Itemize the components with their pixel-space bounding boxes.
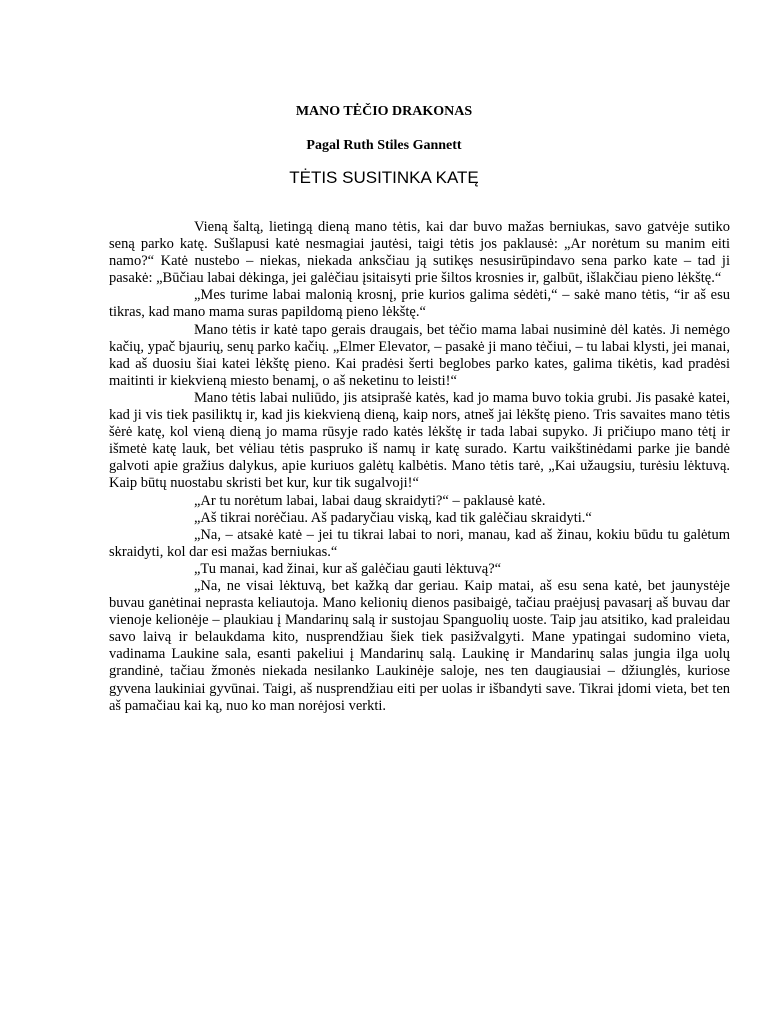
- body-text: [109, 219, 730, 715]
- paragraph: „Ar tu norėtum labai, labai daug skraidyti?“ – paklausė katė.: [194, 492, 546, 509]
- chapter-title: TĖTIS SUSITINKA KATĘ: [289, 168, 479, 187]
- paragraph: Mano tėtis ir katė tapo gerais draugais, bet tėčio mama labai nusiminė dėl katės. Ji nemėgo kačių, ypač bjaurių, senų parko kačių. „Elmer Elevator, – pasakė ji mano tėčiui, – tu labai klysti, jei manai, kad aš duosiu šiai katei lėkštę pieno. Kai pradėsi šerti beglobes parko kates, galima tikėtis, kad pradėsi maitinti ir kiekvieną miesto benamį, o aš neketinu to leisti!“: [109, 321, 730, 389]
- paragraph: Mano tėtis labai nuliūdo, jis atsiprašė katės, kad jo mama buvo tokia grubi. Jis pasakė katei, kad ji vis tiek pasiliktų ir, kad jis kiekvieną dieną, kaip nors, atneš jai lėkštę pieno. Tris savaites mano tėtis šėrė katę, kol vieną dieną jo mama rūsyje rado katės lėkštę ir tada labai supyko. Ji pričiupo mano tėtį ir išmetė katę lauk, bet vėliau tėtis paspruko iš namų ir katę surado. Kartu vaikštinėdami parke jie bandė galvoti apie gražius dalykus, apie kuriuos galėtų kalbėtis. Mano tėtis tarė, „Kai užaugsiu, turėsiu lėktuvą. Kaip būtų nuostabu skristi bet kur, kur tik sugalvoji!“: [109, 389, 730, 492]
- paragraph: „Aš tikrai norėčiau. Aš padaryčiau viską, kad tik galėčiau skraidyti.“: [194, 509, 592, 526]
- paragraph: „Mes turime labai malonią krosnį, prie kurios galima sėdėti,“ – sakė mano tėtis, “ir aš esu tikras, kad mano mama suras papildomą pieno lėkštę.“: [109, 287, 730, 321]
- book-title: MANO TĖČIO DRAKONAS: [295, 104, 473, 119]
- paragraph: „Na, – atsakė katė – jei tu tikrai labai to nori, manau, kad aš žinau, kokiu būdu tu galėtum skraidyti, kol dar esi mažas berniukas.“: [109, 526, 730, 560]
- paragraph: „Na, ne visai lėktuvą, bet kažką dar geriau. Kaip matai, aš esu sena katė, bet jaunystėje buvau ganėtinai neprasta keliautoja. Mano kelionių dienos pasibaigė, tačiau praėjusį pavasarį aš buvau dar vienoje kelionėje – plaukiau į Mandarinų salą ir sustojau Spanguolių uoste. Taip jau atsitiko, kad praleidau savo laivą ir belaukdama kito, nusprendžiau šiek tiek pasižvalgyti. Mane ypatingai sudomino vieta, vadinama Laukine sala, esanti pakeliui į Mandarinų salą. Laukinę ir Mandarinų salas jungia ilga uolų grandinė, tačiau žmonės niekada nesilanko Laukinėje saloje, nes ten daugiausiai – džiunglės, kuriose gyvena laukiniai gyvūnai. Taigi, aš nusprendžiau eiti per uolas ir išbandyti save. Tikrai įdomi vieta, bet ten aš pamačiau kai ką, nuo ko man norėjosi verkti.: [109, 577, 730, 714]
- book-subtitle: Pagal Ruth Stiles Gannett: [306, 138, 462, 153]
- paragraph: „Tu manai, kad žinai, kur aš galėčiau gauti lėktuvą?“: [194, 560, 502, 577]
- paragraph: Vieną šaltą, lietingą dieną mano tėtis, kai dar buvo mažas berniukas, savo gatvėje sutiko seną parko katę. Sušlapusi katė nesmagiai jautėsi, taigi tėtis jos paklausė: „Ar norėtum su manim eiti namo?“ Katė nustebo – niekas, niekada anksčiau ją sutikęs nesusirūpindavo sena parko kate – tad ji pasakė: „Būčiau labai dėkinga, jei galėčiau įsitaisyti prie šiltos krosnies ir, galbūt, išlakčiau pieno lėkštę.“: [109, 219, 730, 287]
